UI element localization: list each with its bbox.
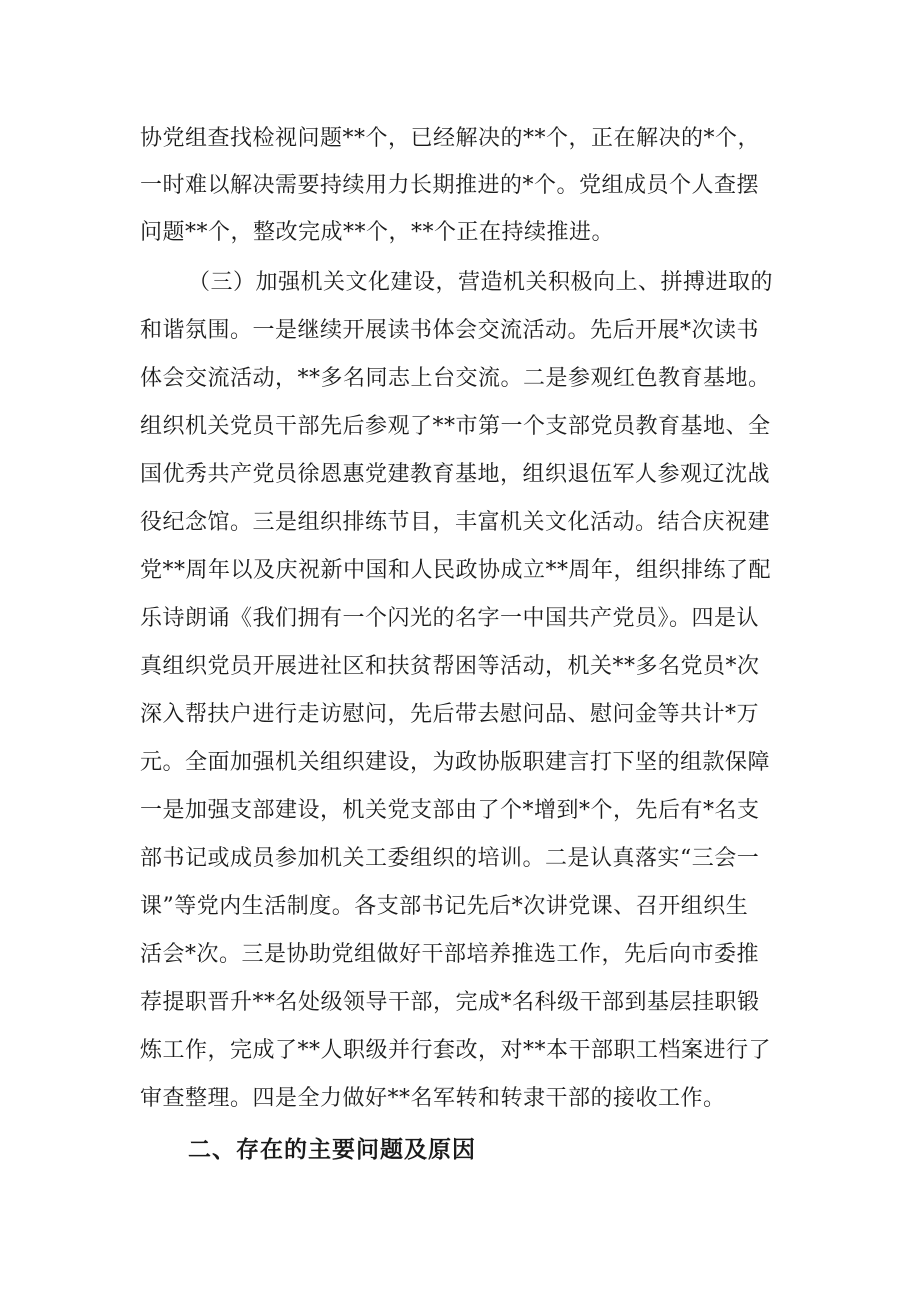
text-line: 和谐氛围。一是继续开展读书体会交流活动。先后开展*次读书: [140, 318, 760, 343]
text-line: 荐提职晋升**名处级领导干部，完成*名科级干部到基层挂职锻: [140, 990, 760, 1015]
text-line: 深入帮扶户进行走访慰问，先后带去慰问品、慰问金等共计*万: [140, 702, 760, 727]
text-line: 体会交流活动，**多名同志上台交流。二是参观红色教育基地。: [140, 366, 771, 391]
text-line: 国优秀共产党员徐恩惠党建教育基地，组织退伍军人参观辽沈战: [140, 462, 771, 487]
section-heading: 二、存在的主要问题及原因: [188, 1137, 476, 1163]
text-line: 审查整理。四是全力做好**名军转和转隶干部的接收工作。: [140, 1086, 726, 1111]
text-line: （三）加强机关文化建设，营造机关积极向上、拼搏进取的: [188, 270, 774, 295]
text-line: 组织机关党员干部先后参观了**市第一个支部党员教育基地、全: [140, 414, 771, 439]
text-line: 党**周年以及庆祝新中国和人民政协成立**周年，组织排练了配: [140, 558, 772, 583]
text-line: 协党组查找检视问题**个，已经解决的**个，正在解决的*个，: [140, 126, 761, 151]
text-line: 役纪念馆。三是组织排练节目，丰富机关文化活动。结合庆祝建: [140, 510, 771, 535]
text-line: 活会*次。三是协助党组做好干部培养推选工作，先后向市委推: [140, 942, 760, 967]
text-line: 部书记或成员参加机关工委组织的培训。二是认真落实“三会一: [140, 846, 760, 871]
text-line: 课”等党内生活制度。各支部书记先后*次讲党课、召开组织生: [140, 894, 749, 919]
text-line: 真组织党员开展进社区和扶贫帮困等活动，机关**多名党员*次: [140, 654, 760, 679]
text-line: 元。全面加强机关组织建设，为政协版职建言打下坚的组款保障: [140, 750, 771, 775]
text-line: 问题**个，整改完成**个，**个正在持续推进。: [140, 220, 615, 245]
text-line: 乐诗朗诵《我们拥有一个闪光的名字一中国共产党员》。四是认: [140, 606, 760, 631]
text-line: 一时难以解决需要持续用力长期推进的*个。党组成员个人查摆: [140, 173, 760, 198]
text-line: 一是加强支部建设，机关党支部由了个*增到*个，先后有*名支: [140, 798, 760, 823]
text-line: 炼工作，完成了**人职级并行套改，对**本干部职工档案进行了: [140, 1038, 772, 1063]
